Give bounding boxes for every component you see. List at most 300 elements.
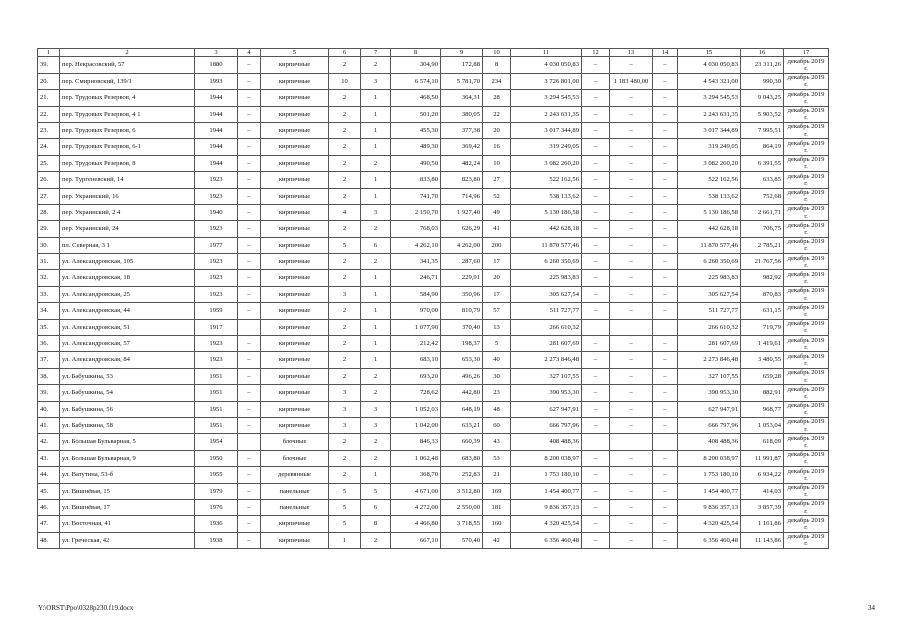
cell-living-area: 4 262,00 bbox=[441, 237, 483, 253]
cell-col-14: – bbox=[653, 106, 678, 122]
cell-cost-sum: 6 356 460,48 bbox=[678, 532, 741, 548]
cell-residents: 10 bbox=[483, 155, 511, 171]
cell-completion-date: декабрь 2019 г. bbox=[784, 499, 829, 515]
table-row bbox=[38, 139, 829, 155]
cell-cost-total: 666 797,96 bbox=[511, 418, 582, 434]
cell-entrances: 2 bbox=[361, 532, 391, 548]
cell-col-4: – bbox=[238, 270, 261, 286]
cell-cost-total: 3 017 344,89 bbox=[511, 122, 582, 138]
cell-row-number: 33. bbox=[38, 286, 60, 302]
cell-residents: 52 bbox=[483, 188, 511, 204]
cell-col-14 bbox=[653, 319, 678, 335]
cell-residents: 28 bbox=[483, 90, 511, 106]
cell-col-13: – bbox=[610, 172, 653, 188]
cell-col-12: – bbox=[582, 401, 610, 417]
column-number: 17 bbox=[784, 49, 829, 57]
cell-entrances: 2 bbox=[361, 450, 391, 466]
cell-col-13: – bbox=[610, 336, 653, 352]
cell-col-13: – bbox=[610, 450, 653, 466]
cell-col-13: – bbox=[610, 352, 653, 368]
cell-cost-sum: 2 243 631,35 bbox=[678, 106, 741, 122]
cell-living-area: 364,31 bbox=[441, 90, 483, 106]
table-row bbox=[38, 221, 829, 237]
cell-living-area: 683,80 bbox=[441, 450, 483, 466]
table-row bbox=[38, 450, 829, 466]
cell-row-number: 39. bbox=[38, 385, 60, 401]
cell-col-12: – bbox=[582, 106, 610, 122]
cell-completion-date: декабрь 2019 г. bbox=[784, 139, 829, 155]
cell-completion-date: декабрь 2019 г. bbox=[784, 319, 829, 335]
cell-address: ул. Александровская, 51 bbox=[60, 319, 195, 335]
cell-address: ул. Вишнёвая, 15 bbox=[60, 483, 195, 499]
cell-total-area: 490,50 bbox=[391, 155, 441, 171]
cell-row-number: 23. bbox=[38, 122, 60, 138]
cell-cost-per-sqm: 631,15 bbox=[741, 303, 784, 319]
cell-address: пер. Трудовых Резервов, 4 bbox=[60, 90, 195, 106]
cell-wall-material: кирпичные bbox=[261, 336, 329, 352]
cell-living-area: 3 512,80 bbox=[441, 483, 483, 499]
cell-wall-material: кирпичные bbox=[261, 286, 329, 302]
cell-cost-total: 390 953,30 bbox=[511, 385, 582, 401]
cell-year-built: 1979 bbox=[195, 483, 238, 499]
cell-address: ул. Большая Бульварная, 9 bbox=[60, 450, 195, 466]
cell-residents: 22 bbox=[483, 106, 511, 122]
cell-floors: 2 bbox=[329, 368, 361, 384]
cell-completion-date: декабрь 2019 г. bbox=[784, 237, 829, 253]
cell-year-built: 1938 bbox=[195, 532, 238, 548]
cell-col-13: 1 183 480,00 bbox=[610, 73, 653, 89]
table-row bbox=[38, 336, 829, 352]
cell-total-area: 4 671,00 bbox=[391, 483, 441, 499]
cell-wall-material: панельные bbox=[261, 483, 329, 499]
cell-cost-sum: 4 543 321,00 bbox=[678, 73, 741, 89]
column-number: 2 bbox=[60, 49, 195, 57]
cell-completion-date: декабрь 2019 г. bbox=[784, 532, 829, 548]
cell-col-14: – bbox=[653, 418, 678, 434]
cell-entrances: 1 bbox=[361, 319, 391, 335]
cell-total-area: 1 052,03 bbox=[391, 401, 441, 417]
cell-year-built: 1944 bbox=[195, 106, 238, 122]
cell-col-13: – bbox=[610, 532, 653, 548]
cell-col-12: – bbox=[582, 221, 610, 237]
cell-cost-total: 538 133,62 bbox=[511, 188, 582, 204]
cell-cost-total: 442 628,18 bbox=[511, 221, 582, 237]
column-number: 15 bbox=[678, 49, 741, 57]
cell-entrances: 2 bbox=[361, 221, 391, 237]
cell-col-4: – bbox=[238, 450, 261, 466]
table-row bbox=[38, 254, 829, 270]
cell-cost-sum: 4 320 425,54 bbox=[678, 516, 741, 532]
cell-living-area: 5 781,70 bbox=[441, 73, 483, 89]
cell-floors: 2 bbox=[329, 139, 361, 155]
cell-col-4: – bbox=[238, 467, 261, 483]
cell-living-area: 648,19 bbox=[441, 401, 483, 417]
cell-col-4: – bbox=[238, 221, 261, 237]
table-row bbox=[38, 303, 829, 319]
cell-wall-material: кирпичные bbox=[261, 172, 329, 188]
cell-row-number: 35. bbox=[38, 319, 60, 335]
cell-wall-material: кирпичные bbox=[261, 254, 329, 270]
table-row bbox=[38, 122, 829, 138]
cell-floors: 3 bbox=[329, 418, 361, 434]
cell-row-number: 26. bbox=[38, 172, 60, 188]
cell-address: ул. Бабушкина, 56 bbox=[60, 401, 195, 417]
cell-residents: 17 bbox=[483, 286, 511, 302]
cell-total-area: 768,03 bbox=[391, 221, 441, 237]
cell-living-area: 823,80 bbox=[441, 172, 483, 188]
cell-completion-date: декабрь 2019 г. bbox=[784, 90, 829, 106]
cell-entrances: 3 bbox=[361, 401, 391, 417]
cell-cost-per-sqm: 1 161,86 bbox=[741, 516, 784, 532]
cell-col-4: – bbox=[238, 172, 261, 188]
cell-floors: 5 bbox=[329, 237, 361, 253]
cell-residents: 41 bbox=[483, 221, 511, 237]
cell-cost-sum: 3 082 260,20 bbox=[678, 155, 741, 171]
cell-cost-per-sqm: 882,91 bbox=[741, 385, 784, 401]
cell-cost-total: 3 082 260,20 bbox=[511, 155, 582, 171]
column-number: 14 bbox=[653, 49, 678, 57]
cell-col-4: – bbox=[238, 418, 261, 434]
cell-wall-material: кирпичные bbox=[261, 122, 329, 138]
cell-total-area: 693,20 bbox=[391, 368, 441, 384]
cell-cost-sum: 627 947,91 bbox=[678, 401, 741, 417]
cell-cost-sum: 1 454 400,77 bbox=[678, 483, 741, 499]
table-row bbox=[38, 401, 829, 417]
cell-col-12: – bbox=[582, 303, 610, 319]
cell-col-14: – bbox=[653, 254, 678, 270]
cell-completion-date: декабрь 2019 г. bbox=[784, 122, 829, 138]
cell-cost-per-sqm: 659,28 bbox=[741, 368, 784, 384]
cell-year-built: 1951 bbox=[195, 401, 238, 417]
cell-wall-material: кирпичные bbox=[261, 155, 329, 171]
cell-col-12: – bbox=[582, 90, 610, 106]
table-row bbox=[38, 467, 829, 483]
cell-year-built: 1923 bbox=[195, 172, 238, 188]
cell-year-built: 1923 bbox=[195, 254, 238, 270]
cell-col-4: – bbox=[238, 122, 261, 138]
cell-wall-material: кирпичные bbox=[261, 352, 329, 368]
cell-col-4: – bbox=[238, 499, 261, 515]
cell-row-number: 44. bbox=[38, 467, 60, 483]
cell-row-number: 30. bbox=[38, 237, 60, 253]
cell-cost-total: 1 753 180,10 bbox=[511, 467, 582, 483]
cell-residents: 5 bbox=[483, 336, 511, 352]
cell-col-4: – bbox=[238, 516, 261, 532]
cell-cost-per-sqm: 2 661,71 bbox=[741, 204, 784, 220]
cell-completion-date: декабрь 2019 г. bbox=[784, 434, 829, 450]
cell-col-4: – bbox=[238, 532, 261, 548]
cell-entrances: 1 bbox=[361, 106, 391, 122]
cell-living-area: 714,96 bbox=[441, 188, 483, 204]
cell-col-4: – bbox=[238, 286, 261, 302]
cell-wall-material: кирпичные bbox=[261, 188, 329, 204]
cell-completion-date: декабрь 2019 г. bbox=[784, 303, 829, 319]
cell-year-built: 1923 bbox=[195, 188, 238, 204]
cell-cost-per-sqm: 719,79 bbox=[741, 319, 784, 335]
cell-row-number: 31. bbox=[38, 254, 60, 270]
cell-year-built: 1880 bbox=[195, 57, 238, 73]
cell-col-12: – bbox=[582, 352, 610, 368]
cell-entrances: 1 bbox=[361, 90, 391, 106]
cell-floors: 3 bbox=[329, 401, 361, 417]
cell-year-built: 1940 bbox=[195, 204, 238, 220]
cell-residents: 16 bbox=[483, 139, 511, 155]
cell-floors: 2 bbox=[329, 467, 361, 483]
cell-col-12: – bbox=[582, 418, 610, 434]
cell-total-area: 1 077,90 bbox=[391, 319, 441, 335]
cell-cost-total: 305 627,54 bbox=[511, 286, 582, 302]
cell-col-14: – bbox=[653, 139, 678, 155]
cell-col-14: – bbox=[653, 172, 678, 188]
cell-cost-total: 408 488,36 bbox=[511, 434, 582, 450]
cell-wall-material: кирпичные bbox=[261, 319, 329, 335]
cell-cost-sum: 266 610,32 bbox=[678, 319, 741, 335]
cell-col-14: – bbox=[653, 57, 678, 73]
page-number: 34 bbox=[868, 604, 875, 612]
cell-year-built: 1923 bbox=[195, 270, 238, 286]
cell-cost-sum: 6 260 350,69 bbox=[678, 254, 741, 270]
cell-cost-sum: 9 836 357,13 bbox=[678, 499, 741, 515]
cell-col-4: – bbox=[238, 90, 261, 106]
cell-living-area: 370,40 bbox=[441, 319, 483, 335]
cell-cost-total: 6 356 460,48 bbox=[511, 532, 582, 548]
cell-wall-material: кирпичные bbox=[261, 401, 329, 417]
table-body bbox=[38, 57, 829, 549]
cell-total-area: 246,71 bbox=[391, 270, 441, 286]
cell-col-13: – bbox=[610, 385, 653, 401]
cell-residents: 60 bbox=[483, 418, 511, 434]
cell-year-built: 1923 bbox=[195, 286, 238, 302]
cell-cost-sum: 327 107,55 bbox=[678, 368, 741, 384]
cell-col-14: – bbox=[653, 303, 678, 319]
cell-cost-total: 4 320 425,54 bbox=[511, 516, 582, 532]
cell-col-14: – bbox=[653, 155, 678, 171]
cell-cost-sum: 511 727,77 bbox=[678, 303, 741, 319]
cell-entrances: 3 bbox=[361, 418, 391, 434]
cell-total-area: 468,50 bbox=[391, 90, 441, 106]
cell-col-14: – bbox=[653, 188, 678, 204]
cell-col-14: – bbox=[653, 90, 678, 106]
cell-living-area: 377,38 bbox=[441, 122, 483, 138]
table-row bbox=[38, 434, 829, 450]
cell-cost-sum: 281 607,69 bbox=[678, 336, 741, 352]
cell-row-number: 22. bbox=[38, 106, 60, 122]
cell-year-built: 1955 bbox=[195, 467, 238, 483]
cell-row-number: 45. bbox=[38, 483, 60, 499]
cell-cost-per-sqm: 990,30 bbox=[741, 73, 784, 89]
cell-floors: 2 bbox=[329, 172, 361, 188]
cell-floors: 4 bbox=[329, 204, 361, 220]
cell-wall-material: кирпичные bbox=[261, 139, 329, 155]
cell-floors: 3 bbox=[329, 385, 361, 401]
cell-col-13: – bbox=[610, 106, 653, 122]
cell-col-14: – bbox=[653, 532, 678, 548]
cell-row-number: 37. bbox=[38, 352, 60, 368]
cell-wall-material: кирпичные bbox=[261, 204, 329, 220]
cell-year-built: 1993 bbox=[195, 73, 238, 89]
cell-col-14: – bbox=[653, 270, 678, 286]
column-number: 11 bbox=[511, 49, 582, 57]
cell-address: пер. Некрасовский, 57 bbox=[60, 57, 195, 73]
cell-col-4: – bbox=[238, 483, 261, 499]
cell-address: ул. Бабушкина, 58 bbox=[60, 418, 195, 434]
cell-total-area: 667,10 bbox=[391, 532, 441, 548]
cell-cost-total: 225 983,83 bbox=[511, 270, 582, 286]
cell-entrances: 1 bbox=[361, 188, 391, 204]
cell-completion-date: декабрь 2019 г. bbox=[784, 516, 829, 532]
cell-address: пер. Украинский, 2 4 bbox=[60, 204, 195, 220]
cell-entrances: 1 bbox=[361, 303, 391, 319]
cell-year-built: 1951 bbox=[195, 385, 238, 401]
table-row bbox=[38, 319, 829, 335]
cell-col-13: – bbox=[610, 499, 653, 515]
cell-cost-per-sqm: 870,83 bbox=[741, 286, 784, 302]
cell-completion-date: декабрь 2019 г. bbox=[784, 221, 829, 237]
column-number-row bbox=[38, 49, 829, 57]
cell-year-built: 1917 bbox=[195, 319, 238, 335]
cell-living-area: 1 927,40 bbox=[441, 204, 483, 220]
cell-wall-material: блочные bbox=[261, 450, 329, 466]
cell-floors: 2 bbox=[329, 303, 361, 319]
cell-wall-material: кирпичные bbox=[261, 106, 329, 122]
cell-col-12: – bbox=[582, 237, 610, 253]
cell-cost-sum: 319 249,05 bbox=[678, 139, 741, 155]
cell-col-4: – bbox=[238, 401, 261, 417]
cell-col-13: – bbox=[610, 516, 653, 532]
cell-cost-sum: 522 162,56 bbox=[678, 172, 741, 188]
cell-cost-total: 8 200 038,97 bbox=[511, 450, 582, 466]
cell-col-14: – bbox=[653, 286, 678, 302]
cell-floors: 2 bbox=[329, 188, 361, 204]
cell-col-13: – bbox=[610, 270, 653, 286]
cell-cost-sum: 666 797,96 bbox=[678, 418, 741, 434]
cell-col-13: – bbox=[610, 139, 653, 155]
cell-year-built: 1923 bbox=[195, 221, 238, 237]
cell-living-area: 229,91 bbox=[441, 270, 483, 286]
cell-total-area: 4 262,10 bbox=[391, 237, 441, 253]
cell-floors: 2 bbox=[329, 155, 361, 171]
cell-entrances: 2 bbox=[361, 385, 391, 401]
cell-living-area: 653,30 bbox=[441, 352, 483, 368]
cell-living-area: 172,88 bbox=[441, 57, 483, 73]
cell-living-area: 626,29 bbox=[441, 221, 483, 237]
cell-col-12 bbox=[582, 434, 610, 450]
cell-cost-total: 522 162,56 bbox=[511, 172, 582, 188]
cell-entrances: 2 bbox=[361, 254, 391, 270]
cell-col-4: – bbox=[238, 188, 261, 204]
cell-col-14: – bbox=[653, 385, 678, 401]
cell-address: пер. Трудовых Резервов, 8 bbox=[60, 155, 195, 171]
cell-col-14: – bbox=[653, 499, 678, 515]
cell-address: пер. Украинский, 24 bbox=[60, 221, 195, 237]
cell-cost-sum: 442 628,18 bbox=[678, 221, 741, 237]
column-number: 4 bbox=[238, 49, 261, 57]
cell-col-4: – bbox=[238, 303, 261, 319]
cell-completion-date: декабрь 2019 г. bbox=[784, 254, 829, 270]
table-row bbox=[38, 57, 829, 73]
cell-col-12: – bbox=[582, 450, 610, 466]
cell-row-number: 38. bbox=[38, 368, 60, 384]
cell-row-number: 43. bbox=[38, 450, 60, 466]
cell-entrances: 3 bbox=[361, 73, 391, 89]
cell-completion-date: декабрь 2019 г. bbox=[784, 106, 829, 122]
cell-living-area: 810,79 bbox=[441, 303, 483, 319]
cell-year-built: 1977 bbox=[195, 237, 238, 253]
cell-wall-material: кирпичные bbox=[261, 270, 329, 286]
cell-wall-material: кирпичные bbox=[261, 221, 329, 237]
cell-address: пер. Трудовых Резервов, 6 bbox=[60, 122, 195, 138]
cell-completion-date: декабрь 2019 г. bbox=[784, 286, 829, 302]
cell-cost-per-sqm: 618,09 bbox=[741, 434, 784, 450]
cell-completion-date: декабрь 2019 г. bbox=[784, 73, 829, 89]
cell-row-number: 27. bbox=[38, 188, 60, 204]
cell-address: пер. Смирновский, 139/1 bbox=[60, 73, 195, 89]
cell-completion-date: декабрь 2019 г. bbox=[784, 483, 829, 499]
cell-cost-per-sqm: 6 934,22 bbox=[741, 467, 784, 483]
cell-col-14: – bbox=[653, 467, 678, 483]
cell-cost-sum: 5 130 186,58 bbox=[678, 204, 741, 220]
cell-address: ул. Вишнёвая, 17 bbox=[60, 499, 195, 515]
cell-total-area: 683,10 bbox=[391, 352, 441, 368]
cell-col-13: – bbox=[610, 303, 653, 319]
table-row bbox=[38, 286, 829, 302]
column-number: 3 bbox=[195, 49, 238, 57]
cell-floors: 5 bbox=[329, 483, 361, 499]
cell-living-area: 287,60 bbox=[441, 254, 483, 270]
cell-wall-material: кирпичные bbox=[261, 90, 329, 106]
cell-col-4: – bbox=[238, 336, 261, 352]
cell-address: пл. Северная, 3 1 bbox=[60, 237, 195, 253]
cell-year-built: 1944 bbox=[195, 122, 238, 138]
cell-living-area: 570,40 bbox=[441, 532, 483, 548]
cell-address: пер. Тургеневский, 14 bbox=[60, 172, 195, 188]
cell-entrances: 1 bbox=[361, 270, 391, 286]
cell-year-built: 1951 bbox=[195, 418, 238, 434]
table-row bbox=[38, 188, 829, 204]
cell-residents: 27 bbox=[483, 172, 511, 188]
cell-wall-material: кирпичные bbox=[261, 303, 329, 319]
cell-col-12 bbox=[582, 319, 610, 335]
cell-col-12: – bbox=[582, 73, 610, 89]
cell-col-14 bbox=[653, 434, 678, 450]
cell-wall-material: панельные bbox=[261, 499, 329, 515]
cell-col-13: – bbox=[610, 483, 653, 499]
cell-row-number: 47. bbox=[38, 516, 60, 532]
cell-floors: 2 bbox=[329, 434, 361, 450]
cell-col-12: – bbox=[582, 532, 610, 548]
cell-year-built: 1950 bbox=[195, 450, 238, 466]
cell-col-14: – bbox=[653, 221, 678, 237]
cell-cost-sum: 390 953,30 bbox=[678, 385, 741, 401]
cell-living-area: 496,26 bbox=[441, 368, 483, 384]
cell-cost-sum: 3 017 344,89 bbox=[678, 122, 741, 138]
cell-col-13: – bbox=[610, 221, 653, 237]
cell-year-built: 1951 bbox=[195, 368, 238, 384]
cell-col-13: – bbox=[610, 368, 653, 384]
cell-total-area: 584,90 bbox=[391, 286, 441, 302]
footer-file-path: Y:\ORST\Ppo\0328p230.f19.docx bbox=[38, 604, 134, 612]
table-row bbox=[38, 352, 829, 368]
cell-entrances: 1 bbox=[361, 467, 391, 483]
cell-col-12: – bbox=[582, 499, 610, 515]
cell-residents: 13 bbox=[483, 319, 511, 335]
cell-col-12: – bbox=[582, 254, 610, 270]
cell-residents: 42 bbox=[483, 532, 511, 548]
cell-cost-per-sqm: 3 480,55 bbox=[741, 352, 784, 368]
cell-cost-total: 3 726 801,00 bbox=[511, 73, 582, 89]
cell-cost-sum: 11 870 577,46 bbox=[678, 237, 741, 253]
cell-cost-total: 4 030 050,83 bbox=[511, 57, 582, 73]
